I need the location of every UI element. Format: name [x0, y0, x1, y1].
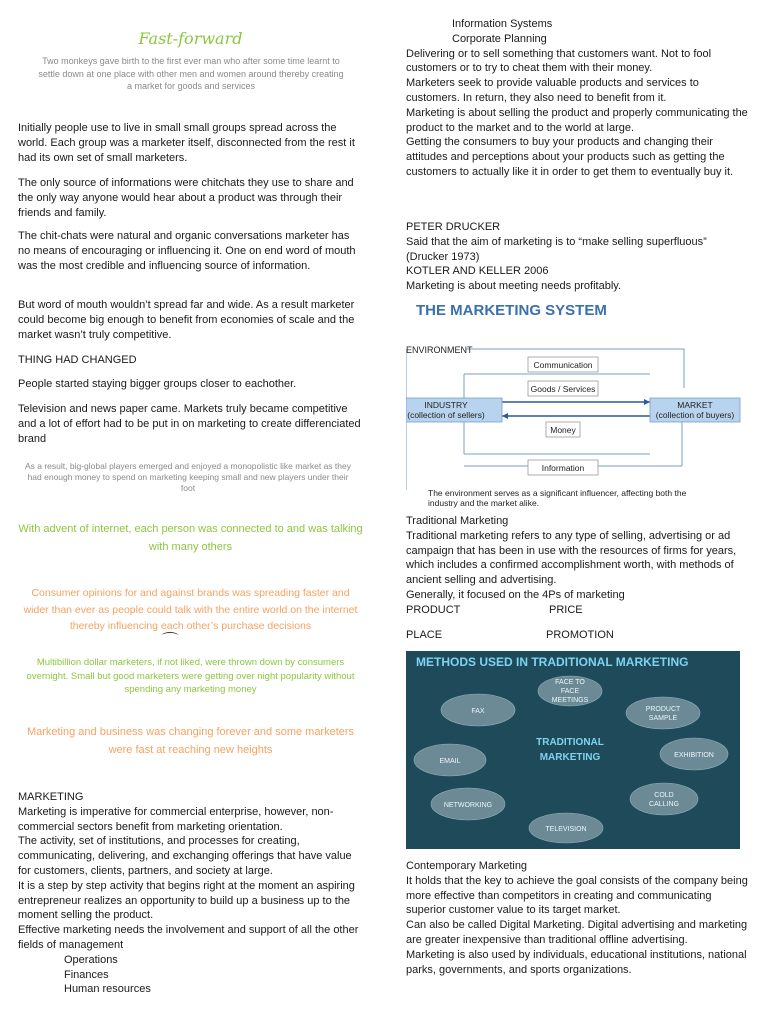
market-sub-label: (collection of buyers) — [655, 410, 735, 420]
methods-title: METHODS USED IN TRADITIONAL MARKETING — [416, 655, 689, 669]
system-title: THE MARKETING SYSTEM — [416, 302, 607, 319]
management-field: Corporate Planning — [452, 32, 547, 45]
industry-label: INDUSTRY — [424, 400, 468, 410]
four-ps-line: Generally, it focused on the 4Ps of marketing — [406, 588, 625, 601]
drucker-section — [406, 220, 751, 294]
kotler-name: KOTLER AND KELLER 2006 — [406, 265, 549, 278]
fields-continued — [406, 17, 751, 180]
methods-center-label: TRADITIONAL — [536, 737, 604, 748]
product-sample-label: SAMPLE — [648, 715, 678, 722]
drucker-quote: Said that the aim of marketing is to “make selling superfluous” (Drucker 1973) — [406, 235, 707, 263]
face-to-face-label: FACE — [560, 688, 580, 695]
paragraph: Marketing is about selling the product and properly communicating the product to the market and to the world at large. — [406, 106, 748, 134]
kotler-quote: Marketing is about meeting needs profitably. — [406, 280, 622, 293]
paragraph: But word of mouth wouldn’t spread far and wide. As a result marketer could become big enough to benefit from economies of scale and the market wasn’t truly competitive. — [18, 299, 355, 341]
paragraph: The only source of informations were chitchats they use to share and the only way anyone would hear about a product was through their friends and family. — [18, 177, 354, 219]
contemporary-line: It holds that the key to achieve the goal consists of the company being more effective than competitors in creating and communicating superior customer value to its target market. — [406, 874, 748, 917]
marketing-line: Marketing is imperative for commercial enterprise, however, non-commercial sectors benefit from marketing orientation. — [18, 805, 334, 833]
marketing-line: It is a step by step activity that begins right at the moment an aspiring entrepreneur realizes an opportunity to build up a business up to the moment selling the product. — [18, 879, 355, 922]
traditional-heading: Traditional Marketing — [406, 515, 509, 527]
note-grey: As a result, big-global players emerged and enjoyed a monopolistic like market as they had enough money to spend on marketing keeping small and new players under their foot — [24, 461, 351, 493]
information-label: Information — [541, 463, 585, 473]
paragraph: People started staying bigger groups closer to eachother. — [18, 378, 297, 390]
note-orange-opinions: Consumer opinions for and against brands was spreading faster and wider than ever as people could talk with the entire world on the internet thereby influencing each other’s purchase decisions — [23, 587, 358, 632]
fastforward-subtitle: Two monkeys gave birth to the first ever man who after some time learnt to settle down at one place with other men and women around thereby creating a market for goods and services — [38, 56, 344, 91]
communication-label: Communication — [533, 360, 593, 370]
note-green-internet: With advent of internet, each person was connected to and was talking with many others — [18, 523, 363, 553]
management-field: Human resources — [64, 983, 151, 996]
product-sample-label: PRODUCT — [645, 706, 681, 713]
face-to-face-label: MEETINGS — [551, 697, 589, 704]
paragraph: Getting the consumers to buy your products and changing their attitudes and perceptions about your products such as getting the customers to actually like it in order to get them to eventually buy it. — [406, 136, 734, 178]
paragraph: Television and news paper came. Markets truly became competitive and a lot of effort had to be put in on marketing to create differenciated brand — [18, 403, 361, 445]
management-field: Operations — [64, 953, 118, 966]
smile-mark — [162, 632, 178, 639]
television-label: TELEVISION — [545, 826, 587, 833]
traditional-methods-diagram — [406, 651, 740, 849]
ps-product: PRODUCT — [406, 604, 461, 616]
ps-promotion: PROMOTION — [546, 629, 614, 641]
paragraph: The chit-chats were natural and organic conversations marketer has no means of encouraging or influencing it. One on end word of mouth was the most credible and influencing source of information. — [18, 230, 356, 272]
contemporary-section — [406, 859, 751, 977]
exhibition-label: EXHIBITION — [674, 752, 714, 759]
note-green-multibillion: Multibillion dollar marketers, if not liked, were thrown down by consumers overnight. Small but good marketers were getting over night popularity without spending any marketing money — [26, 657, 355, 695]
paragraph: Marketers seek to provide valuable products and services to customers. In return, they also need to benefit from it. — [406, 77, 699, 104]
section-heading: THING HAD CHANGED — [18, 354, 137, 366]
traditional-section — [406, 514, 751, 603]
industry-sub-label: (collection of sellers) — [407, 410, 485, 420]
marketing-line: Effective marketing needs the involvement and support of all the other fields of management — [18, 924, 359, 951]
paragraph: Initially people use to live in small small groups spread across the world. Each group was a marketer itself, disconnected from the rest it had its own set of small marketers. — [18, 122, 355, 164]
contemporary-line: Marketing is also used by individuals, educational institutions, national parks, governments, and sports organizations. — [406, 948, 747, 976]
email-label: EMAIL — [439, 758, 461, 765]
fastforward-title: Fast-forward — [138, 29, 243, 48]
networking-label: NETWORKING — [443, 802, 493, 809]
ps-place: PLACE — [406, 629, 443, 641]
traditional-body: Traditional marketing refers to any type of selling, advertising or ad campaign that has been in use with the resources of firms for years, which includes a confirmed accomplishment worth, with methods of ancient selling and advertising. — [406, 529, 737, 587]
note-orange-changing: Marketing and business was changing forever and some marketers were fast at reaching new heights — [26, 726, 355, 756]
face-to-face-label: FACE TO — [555, 679, 585, 686]
drucker-name: PETER DRUCKER — [406, 221, 501, 233]
market-label: MARKET — [677, 400, 713, 410]
environment-label: ENVIRONMENT — [406, 345, 473, 355]
marketing-section — [18, 790, 363, 997]
methods-center-label: MARKETING — [539, 752, 601, 763]
management-field: Finances — [64, 968, 109, 981]
cold-calling-label: CALLING — [649, 801, 679, 808]
contemporary-line: Can also be called Digital Marketing. Digital advertising and marketing are greater inexpensive than traditional offline advertising. — [406, 919, 748, 946]
marketing-line: The activity, set of institutions, and processes for creating, communicating, delivering, and exchanging offerings that have value for customers, clients, partners, and society at large. — [18, 835, 352, 877]
contemporary-heading: Contemporary Marketing — [406, 860, 528, 872]
fax-label: FAX — [471, 708, 485, 715]
cold-calling-label: COLD — [654, 792, 674, 799]
money-label: Money — [550, 425, 576, 435]
goods-services-label: Goods / Services — [530, 384, 596, 394]
paragraph: Delivering or to sell something that customers want. Not to fool customers or to try to cheat them with their money. — [406, 47, 712, 75]
system-caption-line1: The environment serves as a significant influencer, affecting both the — [428, 488, 687, 498]
management-field: Information Systems — [452, 18, 553, 30]
marketing-system-diagram — [406, 294, 742, 510]
ps-price: PRICE — [549, 604, 583, 616]
system-caption-line2: industry and the market alike. — [428, 498, 540, 508]
marketing-heading: MARKETING — [18, 791, 84, 803]
